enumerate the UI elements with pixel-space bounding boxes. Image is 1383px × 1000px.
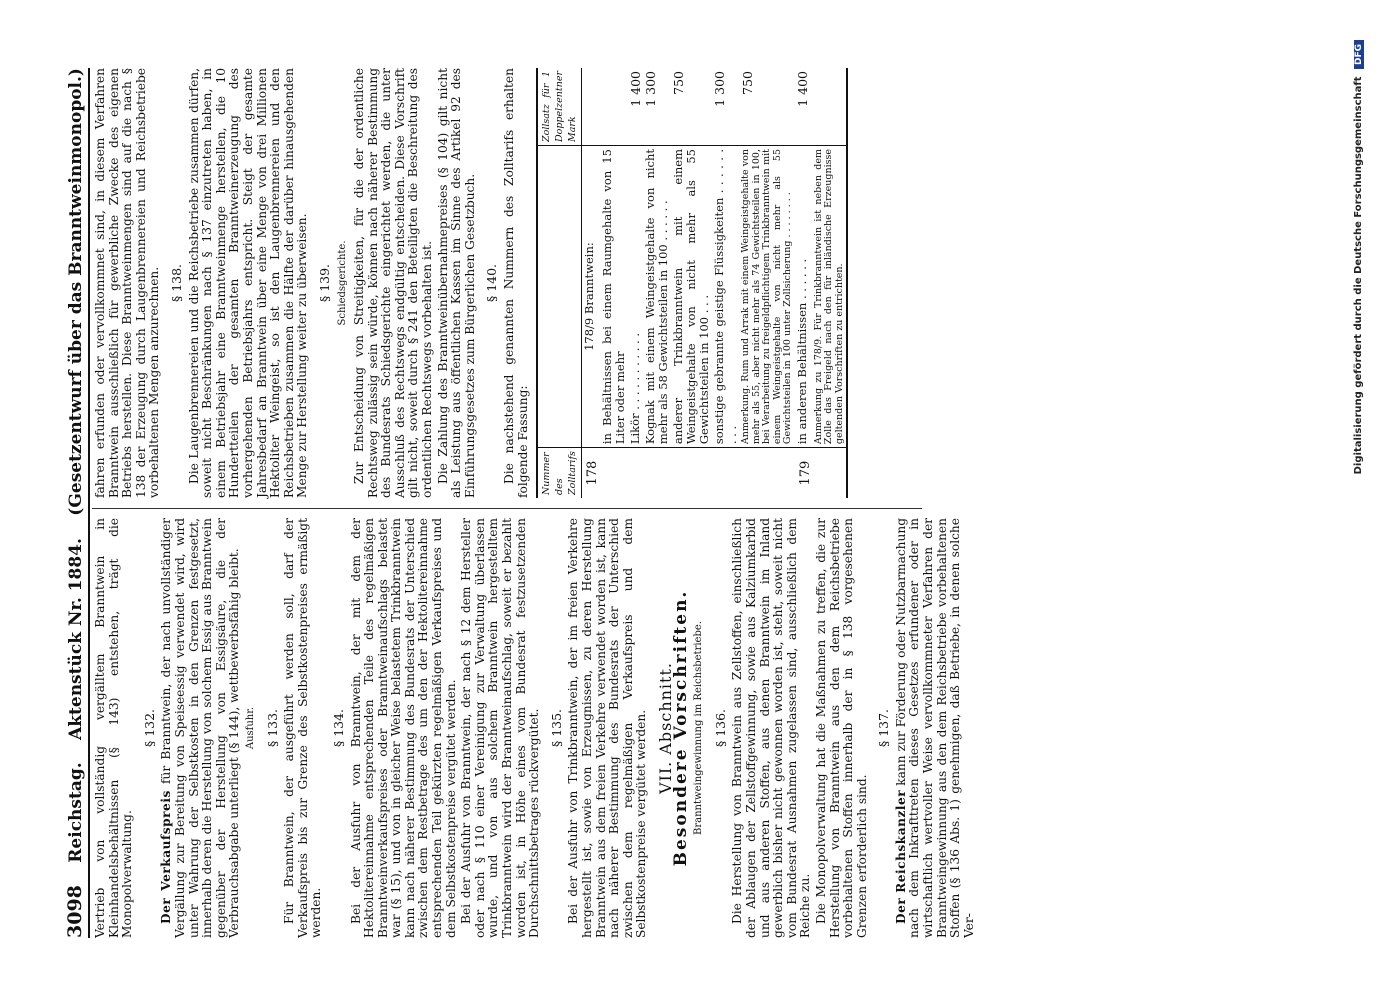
tariff-rate-cell (813, 68, 848, 146)
section-heading: § 137. (876, 708, 892, 748)
chapter-heading: VII. Abschnitt. (655, 662, 675, 795)
tariff-rate-cell: 750 (740, 68, 795, 146)
tariff-rate-cell: 1 400 (795, 68, 813, 146)
paragraph: Bei der Ausfuhr von Trinkbranntwein, der im freien Verkehre hergestellt ist, sowie von Erzeugnissen, zu deren Herstellung Branntwein aus dem freien Verkehre verwendet worden ist, kann nach näherer Bestimmung des Bundesrats der Unterschied zwischen dem regelmäßigen Verkaufspreis und dem Selbstkostenpreise vergütet werden. (566, 518, 649, 938)
table-row (712, 68, 740, 498)
tariff-description-cell: in Behältnissen bei einem Raumgehalte von 15 Liter oder mehr (600, 149, 628, 445)
tariff-description-cell: sonstige gebrannte geistige Flüssigkeiten . . . . . . . . . (712, 149, 740, 445)
tariff-table (536, 68, 848, 498)
table-header-row (537, 68, 582, 498)
page-header (58, 68, 90, 938)
paragraph (160, 518, 242, 938)
table-row (795, 68, 813, 498)
paragraph: fahren erfunden oder vervollkommnet sind, in diesem Verfahren Branntwein ausschließlich für gewerbliche Zwecke des eigenen Betriebs herstellen. Diese Branntweinmengen sind auf die nach § 138 der Erzeugung durch Laugenbrennereien und Reichsbetriebe vorbehaltenen Mengen anzurechnen. (93, 68, 162, 498)
section-heading: § 133. (264, 708, 280, 748)
tariff-number-cell (628, 448, 643, 498)
column-header-description (537, 146, 582, 448)
paragraph: Die Laugenbrennereien und die Reichsbetriebe zusammen dürfen, soweit nicht Beschränkungen nach § 137 einzutreten haben, in einem Betriebsjahr eine Branntweinmenge herstellen, die 10 Hundertteilen der gesamten Branntweinerzeugung des vorhergehenden Betriebsjahrs entspricht. Steigt der gesamte Jahresbedarf an Branntwein über eine Menge von drei Millionen Hektoliter Weingeist, so ist den Laugenbrennereien und den Reichsbetrieben zusammen die Hälfte der darüber hinausgehenden Menge zur Herstellung weiter zu überweisen. (186, 68, 310, 498)
column-header-number: Nummer des Zolltarifs (537, 448, 582, 498)
paragraph-text: für Branntwein, der nach unvollständiger Vergällung zur Bereitung von Speiseessig verwendet wird, wird unter Wahrung der Selbstkosten in den Grenzen festgesetzt, innerhalb deren die Herstellung von solchem Essig aus Branntwein gegenüber der Herstellung von Essigsäure, die der Verbrauchsabgabe unterliegt (§ 144), wettbewerbsfähig bleibt. (159, 518, 242, 938)
section-heading: § 138. (168, 263, 184, 303)
left-column (94, 518, 978, 938)
tariff-description-cell: Anmerkung zu 178/9. Für Trinkbranntwein ist neben dem Zolle das Freigeld nach den für inländische Erzeugnisse geltenden Vorschriften zu entrichten. (813, 146, 848, 448)
paragraph-text: kann zur Förderung oder Nutzbarmachung nach dem Inkrafttreten dieses Gesetzes erfundener oder in wirtschaftlich wertvoller Weise vervollkommneter Verfahren der Branntweingewinnung aus den dem Reichsbetriebe vorbehaltenen Stoffen (§ 136 Abs. 1) genehmigen, daß Betriebe, in denen solche Ver- (893, 517, 976, 938)
section-heading: § 139. (316, 263, 332, 303)
table-row (740, 68, 795, 498)
paragraph: Die Monopolverwaltung hat die Maßnahmen zu treffen, die zur Herstellung von Branntwein aus den dem Reichsbetriebe vorbehaltenen Stoffen innerhalb der in § 138 vorgesehenen Grenzen erforderlich sind. (813, 518, 869, 938)
table-row (600, 68, 628, 498)
digitization-note: Digitalisierung gefördert durch die Deutsche Forschungsgemeinschaft (1353, 76, 1364, 475)
right-column (94, 68, 848, 498)
column-divider (92, 508, 922, 509)
section-heading: § 136. (712, 708, 728, 748)
tariff-number-cell (712, 448, 740, 498)
paragraph: Für Branntwein, der ausgeführt werden soll, darf der Verkaufspreis bis zur Grenze des Selbstkostenpreises ermäßigt werden. (282, 518, 324, 938)
tariff-number-cell (740, 448, 795, 498)
tariff-rate-cell: 1 300 (643, 68, 671, 146)
paragraph: Zur Entscheidung von Streitigkeiten, für die der ordentliche Rechtsweg zulässig sein würde, können nach näherer Bestimmung des Bundesrats Schiedsgerichte eingerichtet werden, die unter Ausschluß des Rechtswegs endgültig entscheiden. Diese Vorschrift gilt nicht, soweit durch § 241 den Beteiligten die Beschreitung des ordentlichen Rechtswegs vorbehalten ist. (352, 68, 435, 498)
section-heading: § 140. (484, 263, 500, 303)
lead-term: Der Verkaufspreis (159, 790, 174, 924)
tariff-rate-cell (582, 68, 601, 146)
tariff-number-cell (643, 448, 671, 498)
table-row (671, 68, 712, 498)
paragraph: Vertrieb von vollständig vergälltem Branntwein in Kleinhandelsbehältnissen (§ 143) entstehen, trägt die Monopolverwaltung. (93, 518, 135, 938)
tariff-description-cell: anderer Trinkbranntwein mit einem Weingeistgehalte von nicht mehr als 55 Gewichtsteilen in 100 . . . (671, 149, 712, 445)
paragraph: Bei der Ausfuhr von Branntwein, der nach § 12 dem Hersteller oder nach § 110 einer Vereinigung zur Verwaltung überlassen wurde, und von aus solchem Branntwein hergestelltem Trinkbranntwein wird der Branntweinaufschlag, soweit er bezahlt worden ist, in Höhe eines vom Bundesrat festzusetzenden Durchschnittsbetrages rückvergütet. (459, 518, 542, 938)
tariff-description-cell: 178/9 Branntwein: (582, 242, 597, 351)
paragraph: Die nachstehend genannten Nummern des Zolltarifs erhalten folgende Fassung: (502, 68, 530, 498)
chapter-title: Besondere Vorschriften. (670, 589, 691, 867)
section-heading: § 135. (548, 708, 564, 748)
tariff-number-cell (813, 448, 848, 498)
tariff-description-cell: Anmerkung. Rum und Arrak mit einem Weingeistgehalte von mehr als 55, aber nicht mehr als 74 Gewichtsteilen in 100, bei Verarbeitung zu freigeldpflichtigem Trinkbranntwein mit einem Weingeistgehalte von nicht mehr als 55 Gewichtsteilen in 100 unter Zollsicherung . . . . . . . . (740, 149, 794, 445)
tariff-number-cell (600, 448, 628, 498)
header-right-title: (Gesetzentwurf über das Branntweinmonopol.) (66, 68, 86, 516)
paragraph: Die Zahlung des Branntweinübernahmepreises (§ 104) gilt nicht als Leistung aus öffentlichen Kassen im Sinne des Artikel 92 des Einführungsgesetzes zum Bürgerlichen Gesetzbuch. (435, 68, 477, 498)
tariff-rate-cell: 750 (671, 68, 712, 146)
section-heading: § 132. (141, 708, 157, 748)
table-row (628, 68, 643, 498)
tariff-rate-cell (600, 68, 628, 146)
tariff-number-cell: 179 (795, 448, 813, 498)
tariff-description-cell: in anderen Behältnissen . . . . . . (794, 258, 809, 445)
paragraph: Bei der Ausfuhr von Branntwein, der mit dem der Hektolitereinnahme entsprechenden Teile des regelmäßigen Branntweinverkaufspreises oder Branntweinaufschlags belastet war (§ 15), und von in gleicher Weise belastetem Trinkbranntwein kann nach näherer Bestimmung des Bundesrats der Unterschied zwischen dem Restbetrage des um den der Hektolitereinnahme entsprechenden Teil gekürzten regelmäßigen Verkaufspreises und dem Selbstkostenpreise vergütet werden. (348, 518, 458, 938)
page-number: 3098 (64, 885, 86, 938)
tariff-rate-cell: 1 400 (628, 68, 643, 146)
paragraph (895, 518, 977, 938)
tariff-number-cell (671, 448, 712, 498)
table-row (813, 68, 848, 498)
subheading: Ausfuhr. (244, 706, 256, 750)
tariff-description-cell: Likör . . . . . . . . . . . (628, 333, 643, 445)
subheading: Schiedsgerichte. (336, 240, 348, 326)
lead-term: Der Reichskanzler (893, 789, 908, 924)
header-left-title: Reichstag. (66, 762, 86, 863)
digitization-footer (1353, 40, 1364, 960)
tariff-description-cell: Kognak mit einem Weingeistgehalte von nicht mehr als 58 Gewichtsteilen in 100 . . . . . . (643, 149, 671, 445)
tariff-number-cell: 178 (582, 448, 601, 498)
header-center-title: Aktenstück Nr. 1884. (66, 538, 86, 740)
tariff-rate-cell: 1 300 (712, 68, 740, 146)
table-row (582, 68, 601, 498)
table-row (643, 68, 671, 498)
subheading: Branntweingewinnung im Reichsbetriebe. (693, 621, 705, 835)
section-heading: § 134. (330, 708, 346, 748)
tariff-table-body (582, 68, 848, 498)
dfg-logo: DFG (1354, 40, 1364, 69)
column-header-rate: Zollsatz für 1 Doppelzentner Mark (537, 68, 582, 146)
paragraph: Die Herstellung von Branntwein aus Zellstoffen, einschließlich der Ablaugen der Zellstoffgewinnung, sowie aus Kalziumkarbid und aus anderen Stoffen, aus denen Branntwein im Inland gewerblich bisher nicht gewonnen worden ist, steht, soweit nicht vom Bundesrat Ausnahmen zugelassen sind, ausschließlich dem Reiche zu. (730, 518, 813, 938)
